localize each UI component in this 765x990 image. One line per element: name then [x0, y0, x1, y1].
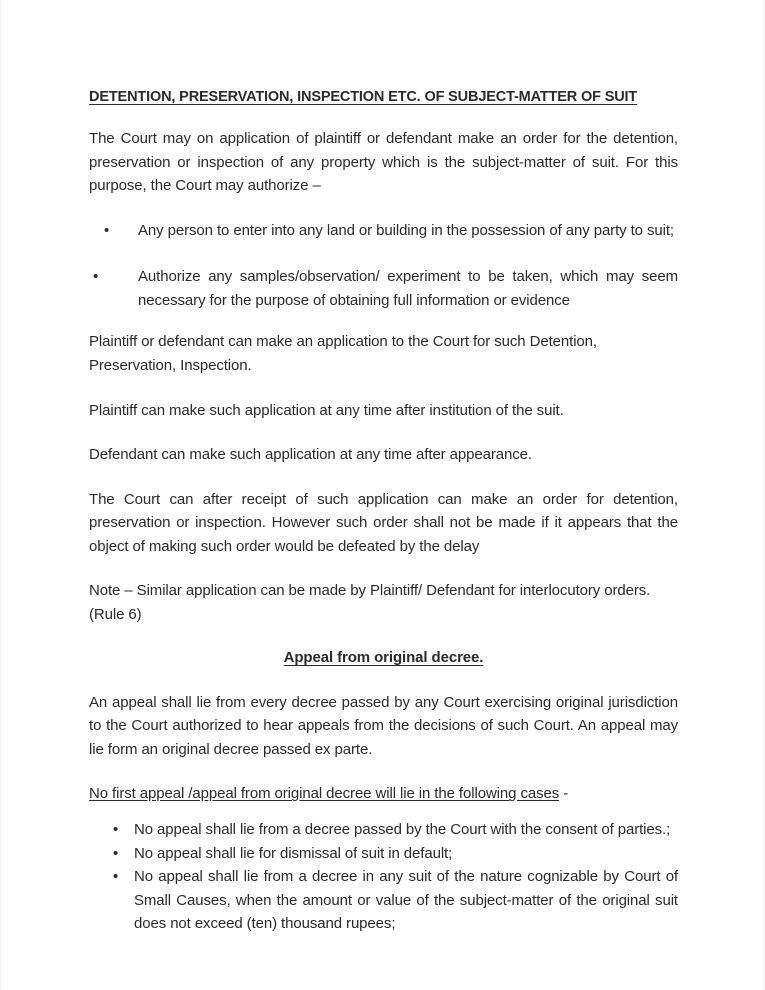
paragraph-note-rule-6: Note – Similar application can be made by Plaintiff/ Defendant for interlocutory orders. (Rule 6): [89, 582, 651, 623]
paragraph-defendant-timing: Defendant can make such application at any time after appearance.: [89, 446, 532, 464]
list-item: [89, 818, 678, 842]
authorize-list: [89, 219, 678, 313]
document-body: [89, 88, 678, 936]
paragraph-plaintiff-timing: Plaintiff can make such application at any time after institution of the suit.: [89, 401, 564, 419]
no-first-appeal-suffix: -: [559, 785, 569, 803]
list-item-text: No appeal shall lie from a decree in any suit of the nature cognizable by Court of Small Causes, when the amount or value of the subject-matter of the original suit does not exceed (ten) thousand rupees;: [134, 868, 678, 933]
no-appeal-cases-list: [89, 818, 678, 936]
paragraph-plaintiff-or-defendant: Plaintiff or defendant can make an application to the Court for such Detention, Preservation, Inspection.: [89, 333, 597, 374]
paragraph-court-receipt: The Court can after receipt of such application can make an order for detention, preservation or inspection. However such order shall not be made if it appears that the object of making such order would be defeated by the delay: [89, 490, 678, 555]
list-item-text: Authorize any samples/observation/ experiment to be taken, which may seem necessary for the purpose of obtaining full information or evidence: [138, 268, 678, 309]
list-item: [89, 842, 678, 866]
no-first-appeal-underlined-text: No first appeal /appeal from original decree will lie in the following cases: [89, 785, 560, 803]
bullet-icon: •: [113, 821, 119, 839]
list-item: [89, 865, 678, 936]
bullet-icon: •: [93, 268, 99, 286]
list-item-text: Any person to enter into any land or building in the possession of any party to suit;: [138, 221, 674, 239]
page-title: DETENTION, PRESERVATION, INSPECTION ETC. OF SUBJECT-MATTER OF SUIT: [89, 89, 638, 105]
list-item-text: No appeal shall lie from a decree passed by the Court with the consent of parties.;: [134, 821, 671, 839]
section-heading-appeal: Appeal from original decree.: [283, 649, 484, 667]
list-item: [89, 219, 678, 243]
intro-paragraph: The Court may on application of plaintiff or defendant make an order for the detention, preservation or inspection of any property which is the subject-matter of suit. For this purpose, the Court may authorize –: [89, 130, 678, 195]
bullet-icon: •: [113, 868, 119, 886]
bullet-icon: •: [113, 844, 119, 862]
paragraph-appeal-scope: An appeal shall lie from every decree passed by any Court exercising original jurisdiction to the Court authorized to hear appeals from the decisions of such Court. An appeal may lie form an original decree passed ex parte.: [89, 693, 678, 758]
list-item-text: No appeal shall lie for dismissal of suit in default;: [134, 844, 453, 862]
no-first-appeal-lead: [89, 782, 678, 806]
list-item: [89, 265, 678, 312]
bullet-icon: •: [104, 221, 110, 239]
